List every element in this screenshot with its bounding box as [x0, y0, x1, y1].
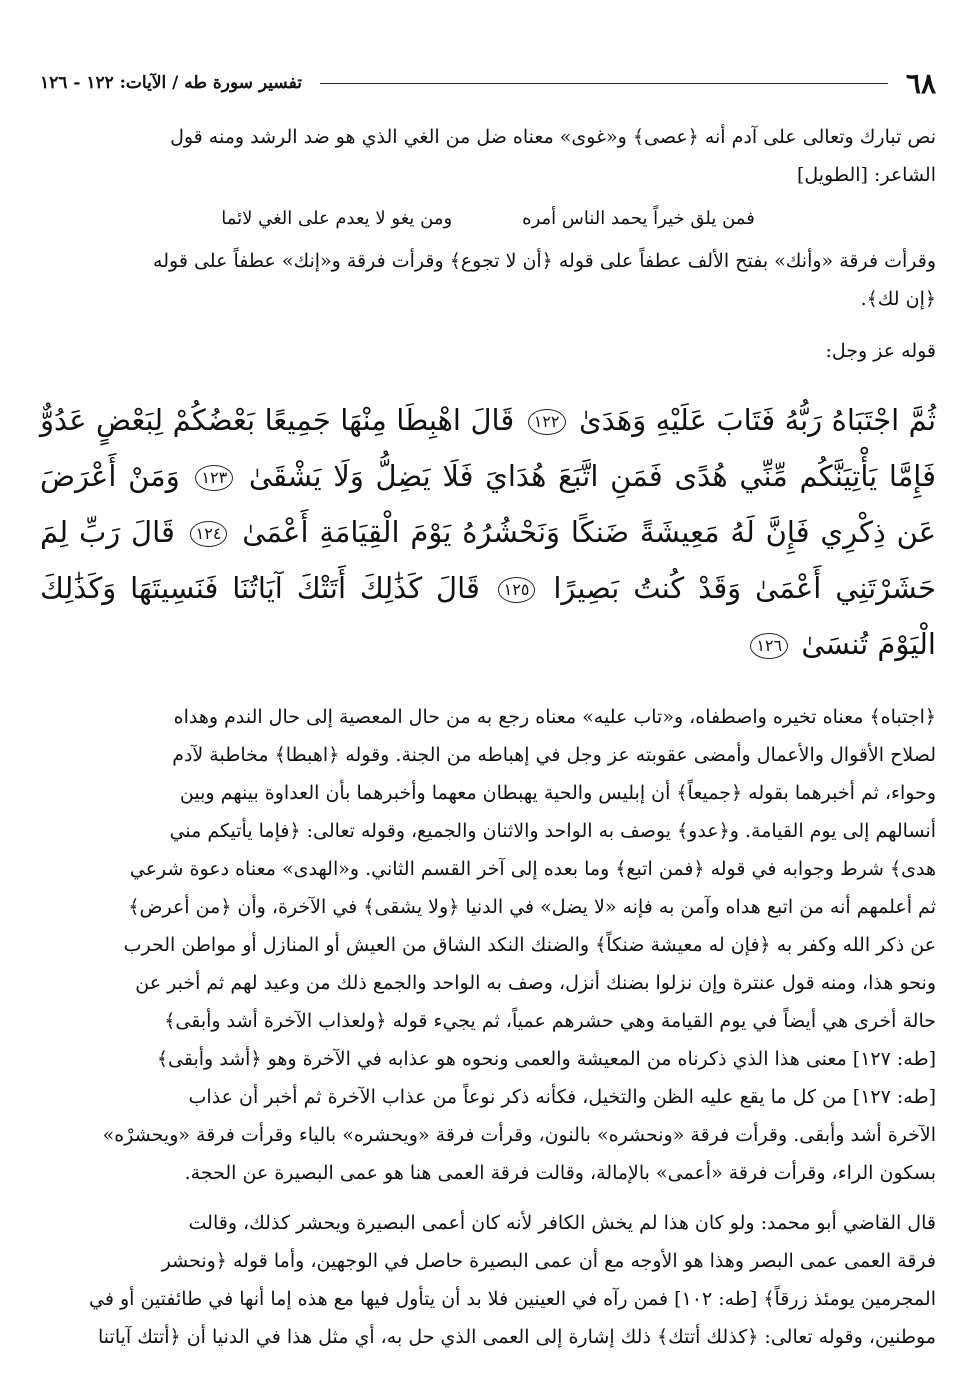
quran-segment: وَمَنْ أَعْرَضَ عَن ذِكْرِي فَإِنَّ لَهُ مَعِيشَةً ضَنكًا وَنَحْشُرُهُ يَوْمَ الْقِيَامَةِ أَعْمَىٰ — [40, 459, 936, 549]
text-line: نص تبارك وتعالى على آدم أنه ﴿عصى﴾ و«غوى» معناه ضل من الغي الذي هو ضد الرشد ومنه قول — [170, 126, 936, 148]
qadi-paragraph — [40, 1204, 936, 1356]
paragraph-ghawa — [40, 118, 936, 194]
commentary — [40, 698, 936, 1192]
ayah-number-marker: ١٢٥ — [498, 577, 536, 603]
ayah-number-marker: ١٢٢ — [528, 409, 566, 435]
text-line: بسكون الراء، وقرأت فرقة «أعمى» بالإمالة، وقالت فرقة العمى هنا هو عمى البصيرة عن الحجة. — [184, 1162, 936, 1184]
text-line: موطنين، وقوله تعالى: ﴿كذلك أتتك﴾ ذلك إشارة إلى العمى الذي حل به، أي مثل هذا في الدنيا أن ﴿أتتك آياتنا — [98, 1326, 936, 1348]
quran-segment: قَالَ رَبِّ لِمَ حَشَرْتَنِي أَعْمَىٰ وَقَدْ كُنتُ بَصِيرًا — [40, 515, 936, 605]
text-line: قال القاضي أبو محمد: ولو كان هذا لم يخش الكافر لأنه كان أعمى البصيرة ويحشر كذلك، وقالت — [188, 1212, 936, 1234]
running-title: تفسير سورة طه / الآيات: ١٢٢ - ١٢٦ — [40, 73, 302, 93]
text-line: [طه: ١٢٧] من كل ما يقع عليه الظن والتخيل، فكأنه ذكر نوعاً من عذاب الآخرة ثم أخبر أن عذاب — [188, 1086, 936, 1108]
quran-verses — [40, 392, 936, 672]
quran-segment: قَالَ اهْبِطَا مِنْهَا جَمِيعًا بَعْضُكُمْ لِبَعْضٍ عَدُوٌّ فَإِمَّا يَأْتِيَنَّكُم مِّنِّي هُدًى فَمَنِ اتَّبَعَ هُدَايَ فَلَا يَضِلُّ وَلَا يَشْقَىٰ — [40, 403, 936, 493]
text-line: حالة أخرى هي أيضاً في يوم القيامة وهي حشرهم عمياً، ثم يجيء قوله ﴿ولعذاب الآخرة أشد وأبقى﴾ — [164, 1010, 936, 1032]
poem-verse — [40, 200, 936, 238]
verse-intro: قوله عز وجل: — [825, 340, 936, 362]
paragraph-readings — [40, 242, 936, 318]
text-line: الآخرة أشد وأبقى. وقرأت فرقة «ونحشره» بالنون، وقرأت فرقة «ويحشره» بالياء وقرأت فرقة «ويحشرْه» — [102, 1124, 936, 1146]
text-line: عن ذكر الله وكفر به ﴿فإن له معيشة ضنكاً﴾ والضنك النكد الشاق من العيش أو المنازل أو مواطن الحرب — [123, 934, 936, 956]
ayah-number-marker: ١٢٦ — [750, 633, 788, 659]
text-line: هدى﴾ شرط وجوابه في قوله ﴿فمن اتبع﴾ وما بعده إلى آخر القسم الثاني. و«الهدى» معناه دعوة شرعي — [129, 858, 936, 880]
text-line: ثم أعلمهم أنه من اتبع هداه وآمن به فإنه «لا يضل» في الدنيا ﴿ولا يشقى﴾ في الآخرة، وأن ﴿من أعرض﴾ — [128, 896, 936, 918]
quran-segment: ثُمَّ اجْتَبَاهُ رَبُّهُ فَتَابَ عَلَيْهِ وَهَدَىٰ — [578, 403, 937, 437]
text-line: [طه: ١٢٧] معنى هذا الذي ذكرناه من المعيشة والعمى ونحوه هو عذابه في الآخرة وهو ﴿أشد وأبقى﴾ — [156, 1048, 936, 1070]
text-line: أنسالهم إلى يوم القيامة. و﴿عدو﴾ يوصف به الواحد والاثنان والجميع، وقوله تعالى: ﴿فإما يأتيكم مني — [169, 820, 936, 842]
book-page — [40, 62, 936, 1356]
text-line: الشاعر: [الطويل] — [796, 164, 936, 186]
page-number: ٦٨ — [905, 66, 936, 100]
poem-second-hemistich: ومن يغو لا يعدم على الغي لائما — [221, 208, 453, 229]
text-line: وقرأت فرقة «وأنك» بفتح الألف عطفاً على قوله ﴿أن لا تجوع﴾ وقرأت فرقة و«إنك» عطفاً على قوله — [153, 250, 936, 272]
page-header — [40, 62, 936, 104]
text-line: وحواء، ثم أخبرهما بقوله ﴿جميعاً﴾ أن إبليس والحية يهبطان معهما وأخبرهما بأن العداوة بينهم وبين — [179, 782, 936, 804]
text-line: المجرمين يومئذ زرقاً﴾ [طه: ١٠٢] فمن رآه في العينين فلا بد أن يتأول فيها مع هذه إما أنها في طائفتين أو في — [89, 1288, 936, 1310]
text-line: ﴿اجتباه﴾ معناه تخيره واصطفاه، و«تاب عليه» معناه رجع به من حال المعصية إلى حال الندم وهداه — [173, 706, 936, 728]
poem-first-hemistich: فمن يلق خيراً يحمد الناس أمره — [522, 208, 755, 229]
text-line: ونحو هذا، ومنه قول عنترة وإن نزلوا بضنك أنزل، وصف به الواحد والجمع ذلك من وعيد لهم ثم أخبر عن — [135, 972, 936, 994]
header-rule — [320, 83, 888, 84]
text-line: فرقة العمى عمى البصر وهذا هو الأوجه مع أن عمى البصيرة حاصل في الوجهين، وأما قوله ﴿ونحشر — [161, 1250, 936, 1272]
quran-segment: قَالَ كَذَٰلِكَ أَتَتْكَ آيَاتُنَا فَنَسِيتَهَا وَكَذَٰلِكَ الْيَوْمَ تُنسَىٰ — [40, 571, 936, 661]
ayah-number-marker: ١٢٣ — [195, 465, 233, 491]
text-line: لصلاح الأقوال والأعمال وأمضى عقوبته عز وجل في إهباطه من الجنة. وقوله ﴿اهبطا﴾ مخاطبة لآدم — [172, 744, 936, 766]
ayah-number-marker: ١٢٤ — [190, 521, 228, 547]
text-line: ﴿إن لك﴾. — [860, 288, 936, 310]
